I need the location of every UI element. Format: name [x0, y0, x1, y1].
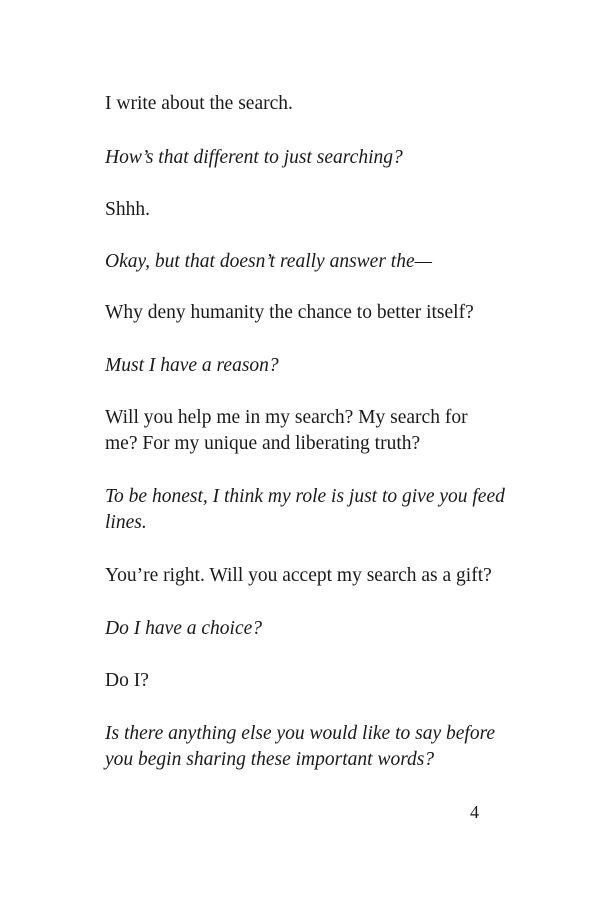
- dialogue-line-2: How’s that different to just searching?: [105, 147, 403, 168]
- page-number: 4: [470, 802, 479, 822]
- dialogue-line-12a: Is there anything else you would like to say before: [105, 723, 496, 744]
- dialogue-line-10: Do I have a choice?: [105, 618, 263, 639]
- dialogue-line-8b: lines.: [105, 512, 147, 533]
- dialogue-line-4: Okay, but that doesn’t really answer the—: [105, 251, 432, 272]
- dialogue-line-7b: me? For my unique and liberating truth?: [105, 433, 421, 454]
- dialogue-line-8a: To be honest, I think my role is just to give you feed: [105, 486, 505, 507]
- dialogue-line-12b: you begin sharing these important words?: [105, 749, 435, 770]
- dialogue-line-1: I write about the search.: [105, 93, 293, 114]
- dialogue-line-9: You’re right. Will you accept my search as a gift?: [105, 565, 492, 586]
- dialogue-line-5: Why deny humanity the chance to better itself?: [105, 302, 474, 323]
- dialogue-line-11: Do I?: [105, 670, 149, 691]
- dialogue-line-6: Must I have a reason?: [105, 355, 279, 376]
- dialogue-line-3: Shhh.: [105, 199, 150, 220]
- dialogue-line-7a: Will you help me in my search? My search for: [105, 407, 468, 428]
